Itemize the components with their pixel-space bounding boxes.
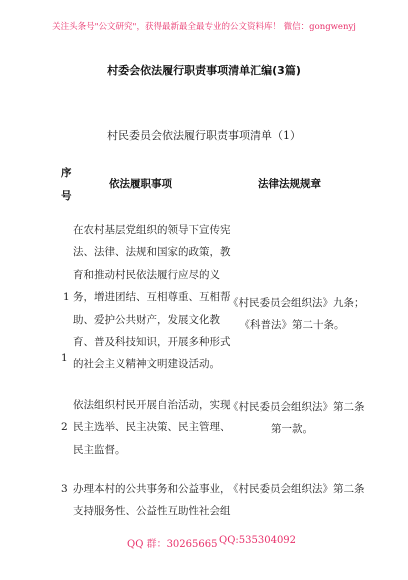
duty-line: 的社会主义精神文明建设活动。 <box>73 358 220 371</box>
duty-line: 民主选举、民主决策、民主管理、 <box>73 421 231 434</box>
footer-qq-group: QQ 群：30265665 <box>127 539 218 550</box>
footer-qq-number: QQ:535304092 <box>219 535 297 546</box>
promo-banner: 关注头条号"公文研究"，获得最新最全最专业的公文资料库！ 微信：gongwenyj <box>52 22 356 32</box>
duty-line: 助、爱护公共财产，发展文化教 <box>73 313 220 326</box>
header-law: 法律法规规章 <box>258 178 321 190</box>
duty-line: 在农村基层党组织的领导下宣传宪 <box>73 224 231 236</box>
row-seq: 1 <box>61 352 68 364</box>
law-line: 《村民委员会组织法》第二条 <box>228 483 365 495</box>
duty-line: 办理本村的公共事务和公益事业， <box>73 483 231 495</box>
law-line: 《科普法》第二十条。 <box>239 319 345 331</box>
row-duty <box>73 394 233 461</box>
duty-line: 民主监督。 <box>73 443 126 456</box>
section-title: 村民委员会依法履行职责事项清单（1） <box>107 129 301 142</box>
duty-line: 育和推动村民依法履行应尽的义 <box>73 268 220 281</box>
law-line: 《村民委员会组织法》九条； <box>228 297 365 309</box>
duty-line: 育、普及科技知识，开展多种形式 <box>73 336 231 349</box>
row-duty <box>73 478 233 523</box>
row-duty <box>63 219 233 376</box>
row-law <box>228 292 365 336</box>
header-duty: 依法履职事项 <box>109 178 172 190</box>
law-line: 《村民委员会组织法》第二条 <box>228 401 365 413</box>
row-seq: 2 <box>61 421 68 433</box>
duty-line: 依法组织村民开展自治活动，实现 <box>73 399 231 411</box>
header-seq-bottom: 号 <box>61 190 72 202</box>
row-law <box>228 478 365 500</box>
row-law <box>228 396 365 440</box>
law-line: 第一款。 <box>271 423 313 435</box>
document-title: 村委会依法履行职责事项清单汇编(3篇) <box>107 64 301 77</box>
header-seq-top: 序 <box>61 167 72 179</box>
duty-line: 法、法律、法规和国家的政策，教 <box>73 246 231 259</box>
duty-line: 支持服务性、公益性互助性社会组 <box>73 505 231 518</box>
duty-line: 1 务，增进团结、互相尊重、互相帮 <box>63 291 231 304</box>
row-seq: 3 <box>61 483 68 495</box>
